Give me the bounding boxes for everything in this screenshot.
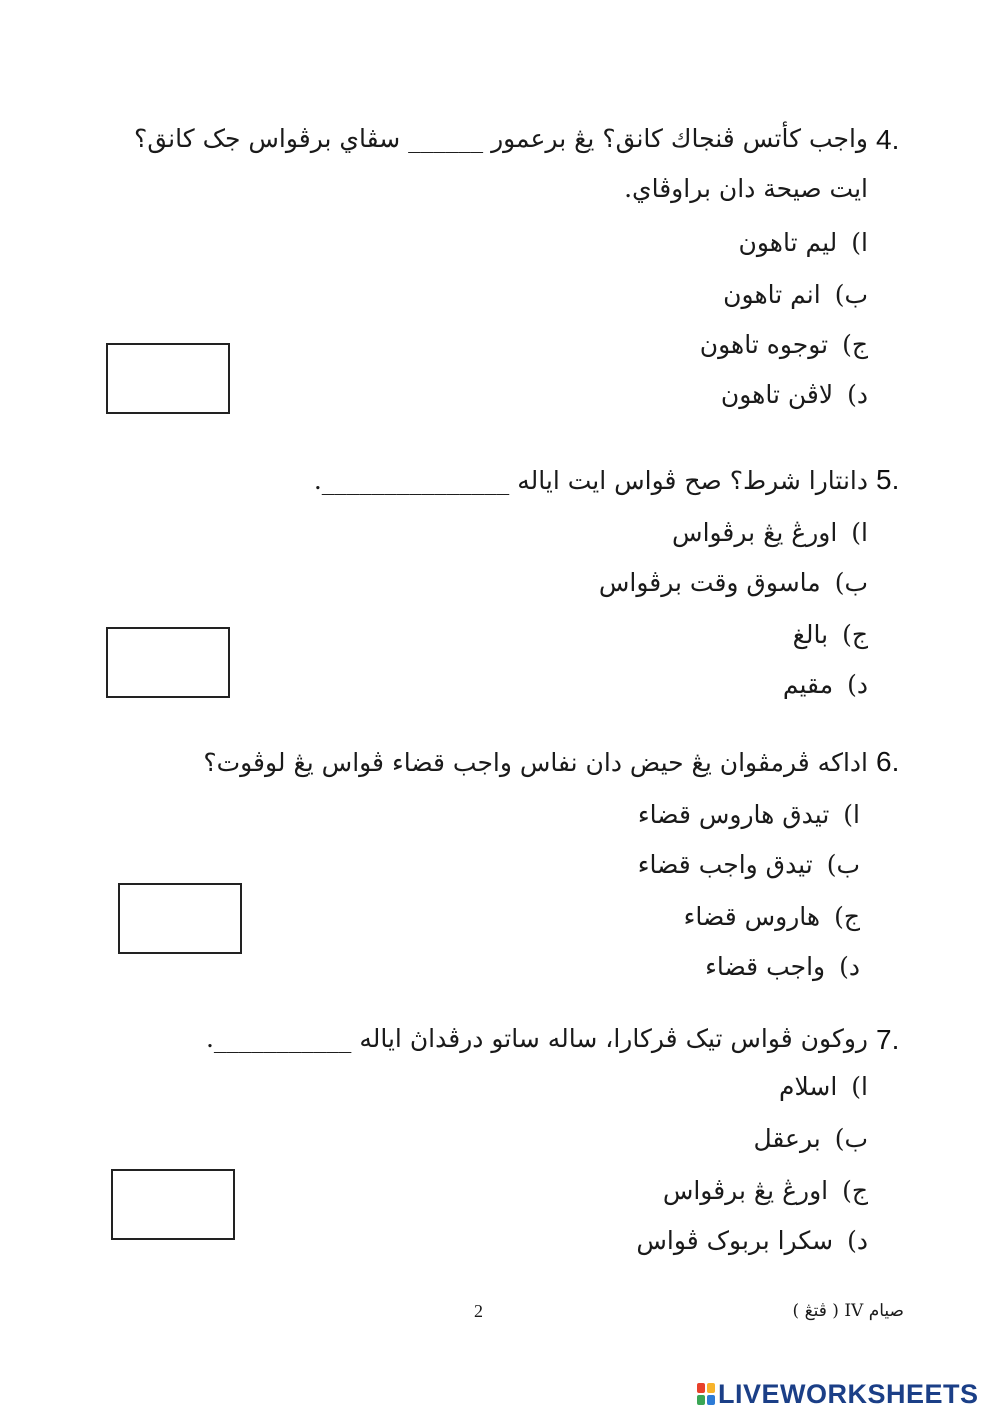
option-c: ج)توجوه تاهون — [699, 330, 868, 359]
question-stem: واجب كأتس ڤنجاك كانق؟ يڠ برعمور ______ سڤاي برڤواس جک كانق؟ — [134, 124, 868, 153]
liveworksheets-logo — [697, 1378, 979, 1410]
option-a: ا)ليم تاهون — [738, 228, 868, 257]
option-d: د)لاڤن تاهون — [720, 380, 868, 409]
question-number: 6. — [876, 746, 900, 777]
option-c: ج)اورڠ يڠ برڤواس — [662, 1176, 868, 1205]
question-stem-continued: ايت صيحة دان براوڤاي. — [624, 174, 868, 203]
option-d: د)مقيم — [782, 670, 868, 699]
option-b: ب)انم تاهون — [723, 280, 868, 309]
answer-box[interactable] — [106, 627, 230, 698]
option-a: ا)اورڠ يڠ برڤواس — [672, 518, 868, 547]
page-number: 2 — [474, 1301, 483, 1321]
footer-subject: صيام IV ( ڤتڠ ) — [792, 1301, 904, 1321]
option-a: ا)تيدق هاروس قضاء — [637, 800, 860, 829]
option-a: ا)اسلام — [779, 1072, 868, 1101]
logo-text: LIVEWORKSHEETS — [718, 1378, 979, 1409]
question-number: 4. — [876, 124, 900, 155]
answer-box[interactable] — [111, 1169, 235, 1240]
option-b: ب)برعقل — [753, 1124, 868, 1153]
question-stem: اداكه ڤرمڤوان يڠ حيض دان نفاس واجب قضاء ڤواس يڠ لوڤوت؟ — [203, 748, 868, 777]
option-b: ب)تيدق واجب قضاء — [637, 850, 860, 879]
option-c: ج)هاروس قضاء — [683, 902, 860, 931]
answer-box[interactable] — [118, 883, 242, 954]
question-number: 7. — [876, 1024, 900, 1055]
option-b: ب)ماسوق وقت برڤواس — [598, 568, 868, 597]
option-d: د)سکرا بربوک ڤواس — [636, 1226, 868, 1255]
option-d: د)واجب قضاء — [705, 952, 860, 981]
logo-icon — [697, 1383, 715, 1405]
question-number: 5. — [876, 464, 900, 495]
question-stem: روكون ڤواس تيک ڤركارا، ساله ساتو درڤداڽ اياله ___________. — [205, 1024, 868, 1053]
option-c: ج)بالغ — [792, 620, 868, 649]
answer-box[interactable] — [106, 343, 230, 414]
question-stem: دانتارا شرط؟ صح ڤواس ايت اياله _______________. — [313, 466, 868, 495]
